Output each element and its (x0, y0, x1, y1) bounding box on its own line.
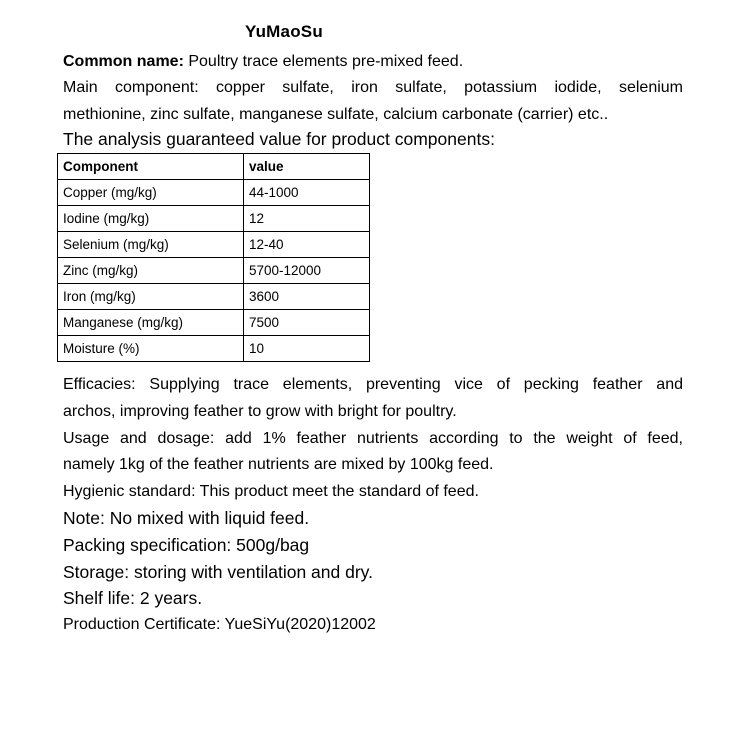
header-component: Component (58, 154, 244, 180)
component-cell: Iodine (mg/kg) (58, 206, 244, 232)
component-cell: Selenium (mg/kg) (58, 232, 244, 258)
value-cell: 5700-12000 (244, 258, 370, 284)
usage-line-2: namely 1kg of the feather nutrients are mixed by 100kg feed. (63, 456, 494, 473)
efficacies-line-1: Efficacies: Supplying trace elements, preventing vice of pecking feather and (63, 376, 683, 393)
product-title: YuMaoSu (245, 22, 323, 41)
table-row (58, 310, 370, 336)
table-header-row (58, 154, 370, 180)
table-row (58, 258, 370, 284)
hygienic-standard: Hygienic standard: This product meet the standard of feed. (63, 483, 479, 500)
table-row (58, 284, 370, 310)
guarantee-table (57, 153, 370, 362)
value-cell: 10 (244, 336, 370, 362)
efficacies-line-2: archos, improving feather to grow with bright for poultry. (63, 403, 457, 420)
table-row (58, 180, 370, 206)
table-row (58, 336, 370, 362)
common-name-value: Poultry trace elements pre-mixed feed. (183, 53, 464, 70)
component-cell: Copper (mg/kg) (58, 180, 244, 206)
common-name-label: Common name: (63, 53, 184, 70)
storage: Storage: storing with ventilation and dry. (63, 562, 373, 582)
value-cell: 3600 (244, 284, 370, 310)
value-cell: 12-40 (244, 232, 370, 258)
table-row (58, 206, 370, 232)
packing-specification: Packing specification: 500g/bag (63, 535, 310, 555)
note: Note: No mixed with liquid feed. (63, 508, 310, 528)
table-row (58, 232, 370, 258)
component-cell: Moisture (%) (58, 336, 244, 362)
value-cell: 12 (244, 206, 370, 232)
common-name-line (63, 52, 683, 72)
value-cell: 7500 (244, 310, 370, 336)
main-component-line-2: methionine, zinc sulfate, manganese sulfate, calcium carbonate (carrier) etc.. (63, 106, 609, 123)
shelf-life: Shelf life: 2 years. (63, 588, 203, 608)
usage-line-1: Usage and dosage: add 1% feather nutrients according to the weight of feed, (63, 430, 683, 447)
value-cell: 44-1000 (244, 180, 370, 206)
header-value: value (244, 154, 370, 180)
analysis-heading: The analysis guaranteed value for product components: (63, 129, 495, 149)
component-cell: Zinc (mg/kg) (58, 258, 244, 284)
component-cell: Manganese (mg/kg) (58, 310, 244, 336)
production-certificate: Production Certificate: YueSiYu(2020)12002 (63, 616, 376, 633)
component-cell: Iron (mg/kg) (58, 284, 244, 310)
main-component-line-1: Main component: copper sulfate, iron sulfate, potassium iodide, selenium (63, 79, 683, 96)
